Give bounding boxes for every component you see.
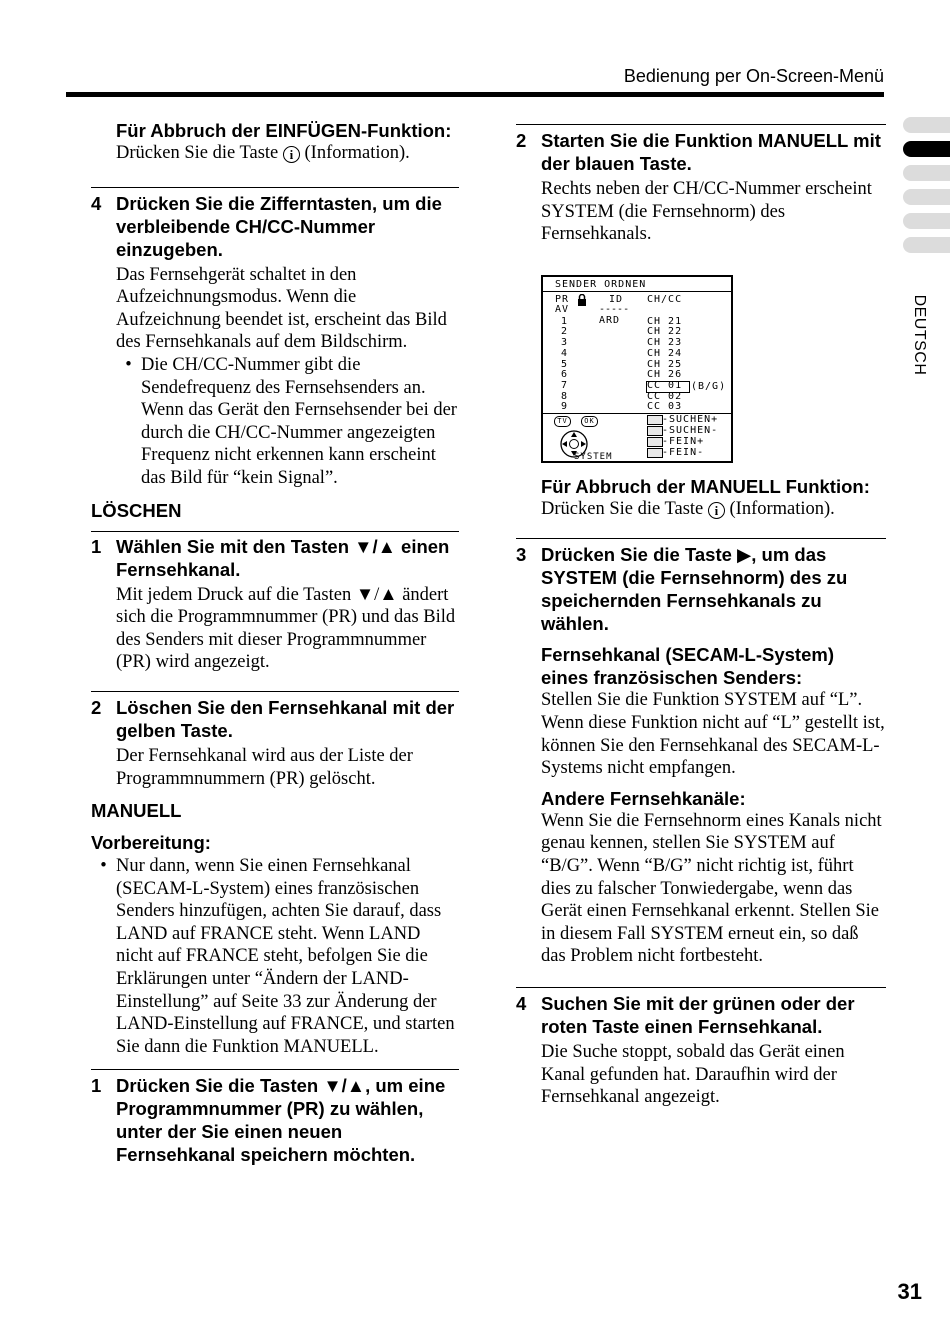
osd-pr-number: 6 [561, 369, 569, 381]
osd-col-pr: PR [555, 293, 570, 305]
color-swatch-icon [647, 437, 663, 447]
osd-pr-number: 5 [561, 358, 569, 370]
osd-id-value: ARD [599, 314, 621, 326]
delete-step-1 [91, 535, 459, 674]
language-tab [903, 117, 950, 133]
step-number: 1 [91, 535, 102, 557]
page-header-title: Bedienung per On-Screen-Menü [623, 66, 884, 86]
bullet-text: Die CH/CC-Nummer gibt die Sendefrequenz des Fernsehsenders an. Wenn das Gerät den Fernsehsender bei der durch die CH/CC-Nummer angezeigten Frequenz nicht erkennen kann erscheint das Bild für “kein Signal”. [141, 354, 457, 488]
language-tab [903, 213, 950, 229]
osd-col-chcc: CH/CC [647, 293, 683, 305]
color-swatch-icon [647, 448, 663, 458]
osd-menu-screen [541, 275, 733, 463]
manuell-step-3 [516, 543, 886, 968]
osd-id-dashes: ----- [599, 303, 630, 315]
osd-channel: CH 23 [647, 337, 683, 349]
osd-legend-1: -SUCHEN+ [662, 413, 719, 425]
header-rule [66, 92, 884, 97]
osd-channel: CC 03 [647, 401, 683, 413]
language-tab [903, 189, 950, 205]
delete-step-2 [91, 696, 459, 790]
abort-einfuegen-title: Für Abbruch der EINFÜGEN-Funktion: [116, 120, 452, 141]
step-title: Suchen Sie mit der grünen oder der roten Taste einen Fernsehkanal. [541, 992, 855, 1037]
bullet-icon: • [100, 856, 107, 877]
step-number: 4 [91, 192, 102, 214]
osd-channel: CH 22 [647, 326, 683, 338]
step-4 [91, 192, 459, 490]
osd-av: AV [555, 303, 570, 315]
andere-title: Andere Fernsehkanäle: [541, 787, 746, 809]
osd-legend-3: -FEIN+ [662, 435, 705, 447]
step-title: Starten Sie die Funktion MANUELL mit der blauen Taste. [541, 130, 881, 174]
language-tab [903, 237, 950, 253]
step-title: Drücken Sie die Zifferntasten, um die verbleibende CH/CC-Nummer einzugeben. [116, 192, 442, 260]
manuell-step-2 [516, 129, 886, 246]
step-title: Wählen Sie mit den Tasten ▼/▲ einen Fernsehkanal. [116, 535, 450, 580]
abort-einfuegen-pre: Drücken Sie die Taste [116, 143, 279, 163]
bullet-icon: • [125, 354, 132, 375]
language-tab-active [903, 141, 950, 157]
divider [516, 124, 886, 125]
osd-legend-4: -FEIN- [662, 446, 705, 458]
tv-button-icon: TV [554, 416, 571, 427]
abort-manuell-title: Für Abbruch der MANUELL Funktion: [541, 475, 870, 497]
divider [516, 987, 886, 988]
osd-pr-number: 8 [561, 390, 569, 402]
list-item [116, 354, 459, 490]
step-body: Das Fernsehgerät schaltet in den Aufzeichnungsmodus. Wenn die Aufzeichnung beendet ist, erscheint das Bild des Fernsehkanals auf dem Bildschirm. [116, 264, 447, 353]
abort-einfuegen-post: (Information). [304, 143, 410, 163]
abort-manuell-pre: Drücken Sie die Taste [541, 498, 704, 519]
osd-pr-number: 1 [561, 315, 569, 327]
manuell-step-1 [91, 1074, 459, 1166]
step-title: Löschen Sie den Fernsehkanal mit der gelben Taste. [116, 696, 455, 741]
lock-icon [577, 294, 587, 306]
list-item [91, 855, 459, 1058]
language-label-text: DEUTSCH [911, 294, 928, 376]
abort-manuell-post: (Information). [729, 498, 835, 519]
step-number: 2 [516, 130, 527, 151]
language-tabs [903, 117, 950, 261]
left-column [91, 119, 459, 1166]
step-body: Mit jedem Druck auf die Tasten ▼/▲ ändert sich die Programmnummer (PR) und das Bild des Senders mit dieser Programmnummer (PR) wird angezeigt. [116, 584, 456, 673]
manuell-step-4 [516, 992, 886, 1109]
osd-legend-2: -SUCHEN- [662, 424, 719, 436]
osd-title-rule [543, 291, 731, 293]
osd-channel: CH 24 [647, 347, 683, 359]
osd-channel: CC 01 [647, 379, 683, 391]
osd-system-value: (B/G) [691, 380, 727, 392]
info-icon: i [283, 146, 300, 163]
osd-pr-number: 2 [561, 326, 569, 338]
language-tab [903, 165, 950, 181]
bullet-text: Nur dann, wenn Sie einen Fernsehkanal (SECAM-L-System) eines französischen Senders hinzufügen, achten Sie darauf, dass LAND auf FRANCE steht. Wenn LAND nicht auf FRANCE steht, befolgen Sie die Erklärungen unter “Ändern der LAND-Einstellung” auf Seite 33 zur Änderung der LAND-Einstellung auf FRANCE, und starten Sie dann die Funktion MANUELL. [116, 856, 455, 1057]
divider [516, 538, 886, 539]
osd-pr-number: 4 [561, 347, 569, 359]
abort-einfuegen-text [116, 142, 459, 165]
secam-title: Fernsehkanal (SECAM-L-System) eines französischen Senders: [541, 644, 834, 689]
osd-title: SENDER ORDNEN [555, 278, 647, 290]
step-number: 1 [91, 1075, 102, 1097]
step-body: Der Fernsehkanal wird aus der Liste der Programmnummern (PR) gelöscht. [116, 745, 413, 789]
divider [91, 187, 459, 188]
abort-manuell-block [516, 475, 886, 521]
step-number: 2 [91, 696, 102, 718]
vorbereitung-heading: Vorbereitung: [91, 832, 211, 854]
osd-channel: CC 02 [647, 390, 683, 402]
osd-system-label: SYSTEM [574, 451, 613, 462]
section-heading-manuell: MANUELL [91, 800, 182, 822]
abort-einfuegen-block [91, 119, 459, 165]
step-body: Die Suche stoppt, sobald das Gerät einen Kanal gefunden hat. Daraufhin wird der Fernsehkanal angezeigt. [541, 1041, 845, 1108]
osd-channel: CH 21 [647, 315, 683, 327]
step-number: 3 [516, 544, 527, 566]
osd-channel: CH 26 [647, 369, 683, 381]
andere-body: Wenn Sie die Fernsehnorm eines Kanals nicht genau kennen, stellen Sie SYSTEM auf “B/G”. Wenn “B/G” nicht richtig ist, führt dies zu falscher Tonwiedergabe, wenn das Gerät einen Fernsehkanal erkennt. Stellen Sie in diesem Fall SYSTEM erneut ein, so daß das Problem nicht fortbesteht. [541, 810, 882, 967]
language-label [906, 290, 932, 380]
step-body: Rechts neben der CH/CC-Nummer erscheint SYSTEM (die Fernsehnorm) des Fernsehkanals. [541, 179, 872, 245]
secam-body: Stellen Sie die Funktion SYSTEM auf “L”. Wenn diese Funktion nicht auf “L” gestellt ist, können Sie den Fernsehkanal des SECAM-L-Systems nicht empfangen. [541, 690, 885, 779]
osd-pr-number: 3 [561, 337, 569, 349]
info-icon: i [708, 502, 725, 519]
section-heading-loeschen: LÖSCHEN [91, 499, 182, 521]
divider [91, 1069, 459, 1070]
color-swatch-icon [647, 426, 663, 436]
ok-button-icon: OK [581, 416, 598, 427]
page-number: 31 [897, 1279, 922, 1304]
step-number: 4 [516, 992, 527, 1014]
right-column [516, 124, 886, 1109]
osd-pr-number: 7 [561, 379, 569, 391]
osd-channel: CH 25 [647, 358, 683, 370]
abort-manuell-text [541, 498, 886, 521]
divider [91, 531, 459, 532]
divider [91, 691, 459, 692]
osd-pr-number: 9 [561, 401, 569, 413]
step-title: Drücken Sie die Tasten ▼/▲, um eine Programmnummer (PR) zu wählen, unter der Sie einen neuen Fernsehkanal speichern möchten. [116, 1075, 446, 1166]
osd-col-id: ID [609, 293, 624, 305]
color-swatch-icon [647, 415, 663, 425]
step-title: Drücken Sie die Taste ▶, um das SYSTEM (die Fernsehnorm) des zu speichernden Fernsehkanals zu wählen. [541, 544, 848, 635]
osd-selected-box [646, 381, 690, 393]
